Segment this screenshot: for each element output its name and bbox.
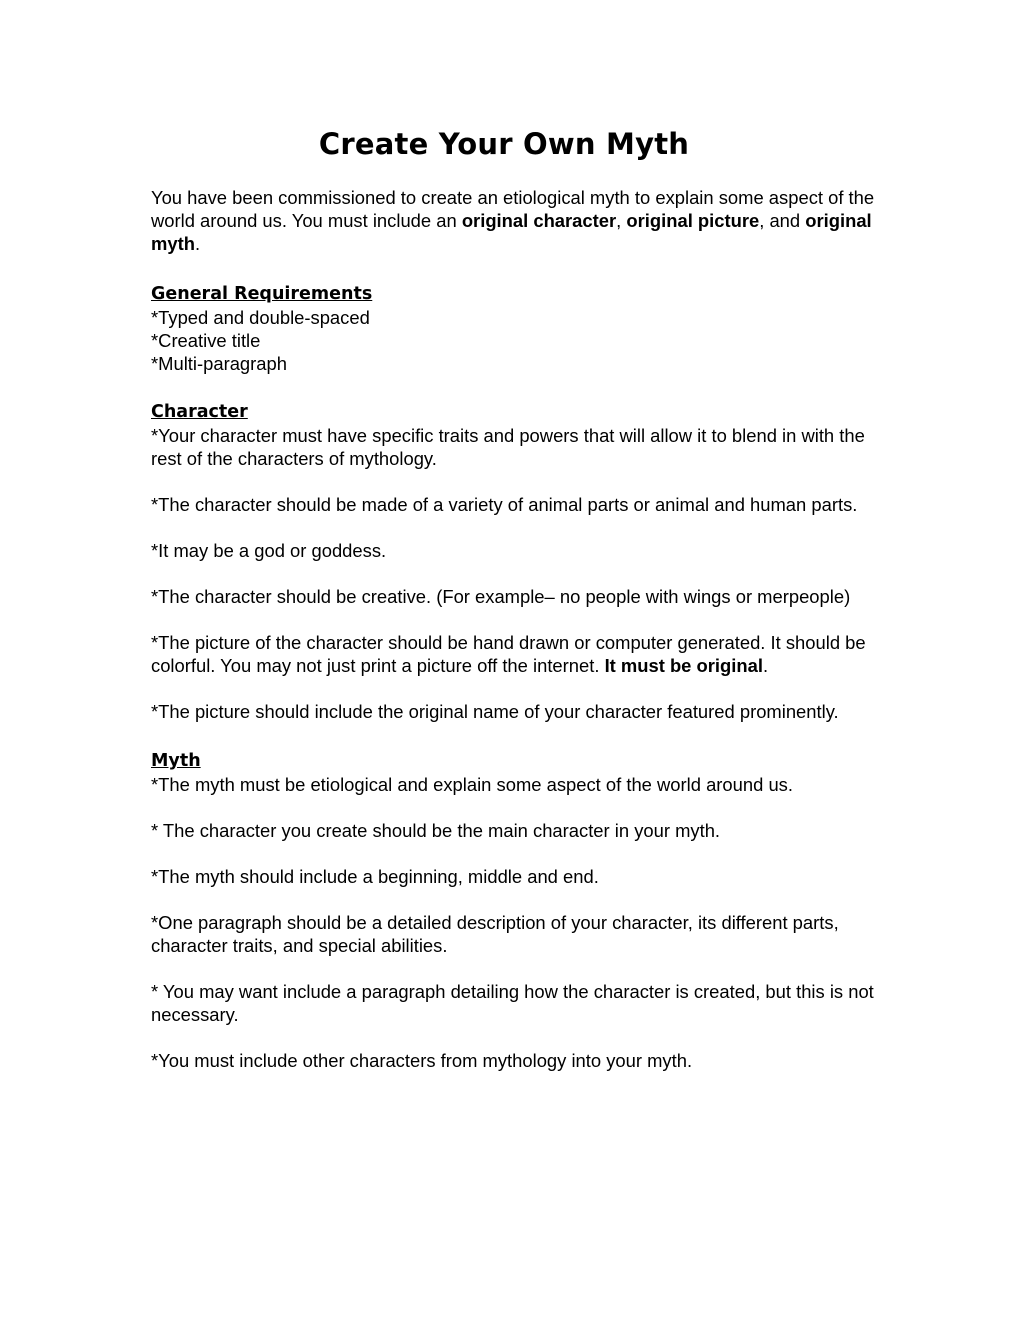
picture-requirement-text: *The picture of the character should be hand drawn or computer generated. It should be colorful. You may not just print a picture off the internet. bbox=[151, 632, 866, 676]
picture-requirement-bold: It must be original bbox=[604, 655, 763, 676]
myth-paragraph: *One paragraph should be a detailed description of your character, its different parts, character traits, and special abilities. bbox=[151, 912, 839, 956]
character-paragraph: *The picture should include the original name of your character featured prominently. bbox=[151, 701, 839, 722]
character-paragraph: *It may be a god or goddess. bbox=[151, 540, 387, 561]
intro-bold-myth: original myth bbox=[151, 210, 872, 254]
myth-paragraph: * The character you create should be the main character in your myth. bbox=[151, 820, 721, 841]
general-item: *Typed and double-spaced bbox=[151, 307, 370, 328]
intro-bold-picture: original picture bbox=[626, 210, 760, 231]
general-item: *Creative title bbox=[151, 330, 261, 351]
character-heading: Character bbox=[151, 402, 248, 422]
myth-paragraph: * You may want include a paragraph detailing how the character is created, but this is not necessary. bbox=[151, 981, 874, 1025]
myth-heading: Myth bbox=[151, 751, 201, 771]
character-paragraph: *The character should be made of a variety of animal parts or animal and human parts. bbox=[151, 494, 858, 515]
intro-paragraph bbox=[151, 186, 876, 255]
general-requirements-heading: General Requirements bbox=[151, 284, 373, 304]
intro-text-2: , bbox=[616, 210, 627, 231]
intro-text-1: You have been commissioned to create an etiological myth to explain some aspect of the world around us. You must include an bbox=[151, 187, 875, 231]
character-paragraph bbox=[151, 631, 876, 677]
page-title: Create Your Own Myth bbox=[318, 127, 690, 161]
intro-bold-character: original character bbox=[461, 210, 617, 231]
myth-paragraph: *You must include other characters from mythology into your myth. bbox=[151, 1050, 693, 1071]
myth-paragraph: *The myth should include a beginning, middle and end. bbox=[151, 866, 599, 887]
character-paragraph: *Your character must have specific traits and powers that will allow it to blend in with the rest of the characters of mythology. bbox=[151, 425, 865, 469]
character-paragraph: *The character should be creative. (For example– no people with wings or merpeople) bbox=[151, 586, 851, 607]
myth-paragraph: *The myth must be etiological and explain some aspect of the world around us. bbox=[151, 774, 793, 795]
document-body bbox=[151, 186, 876, 1072]
picture-requirement-end: . bbox=[762, 655, 769, 676]
intro-text-4: . bbox=[194, 233, 201, 254]
general-item: *Multi-paragraph bbox=[151, 353, 287, 374]
intro-text-3: , and bbox=[759, 210, 806, 231]
